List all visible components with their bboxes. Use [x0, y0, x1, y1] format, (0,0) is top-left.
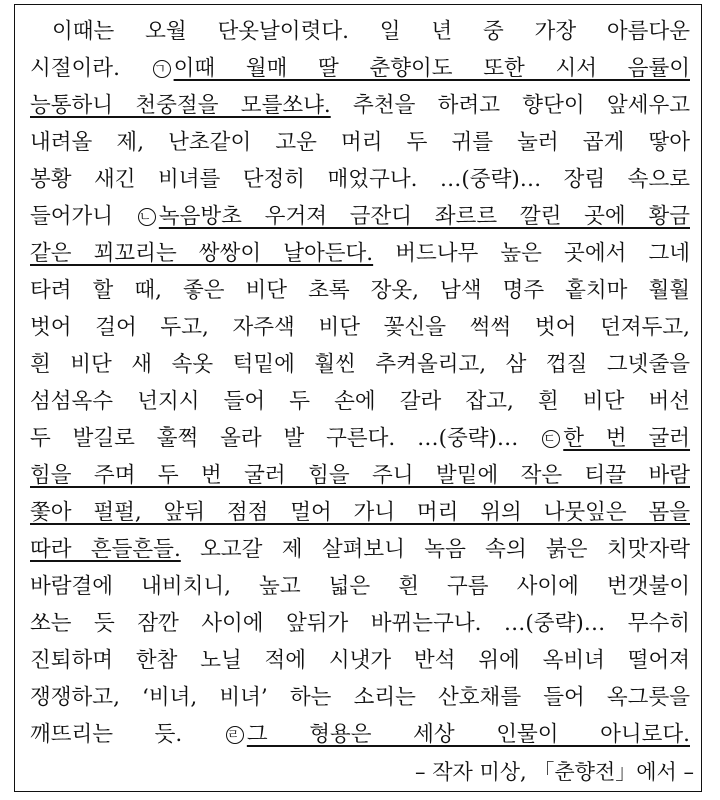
underlined-phrase: 따라 흔들흔들. — [30, 537, 181, 562]
passage-line — [30, 235, 690, 272]
underlined-phrase: 같은 꾀꼬리는 쌍쌍이 날아든다. — [30, 241, 374, 266]
passage-segment: 추천을 하려고 향단이 앞세우고 — [330, 93, 691, 118]
passage-segment: 바람결에 내비치니, 높고 넓은 흰 구름 사이에 번갯불이 — [30, 574, 690, 599]
passage-line — [30, 605, 690, 642]
passage-segment: 흰 비단 새 속옷 턱밑에 훨씬 추켜올리고, 삼 껍질 그넷줄을 — [30, 352, 690, 377]
passage-segment: 벗어 걸어 두고, 자주색 비단 꽃신을 썩썩 벗어 던져두고, — [30, 315, 690, 340]
circled-marker: ㄹ — [226, 726, 244, 744]
passage-line — [30, 420, 690, 457]
passage-line — [30, 13, 690, 50]
passage-segment: 내려올 제, 난초같이 고운 머리 두 귀를 눌러 곱게 땋아 — [30, 130, 690, 155]
passage-line — [30, 87, 690, 124]
passage-line — [30, 309, 690, 346]
passage-line — [30, 531, 690, 568]
circled-marker: ㄱ — [153, 60, 171, 78]
passage-line — [30, 642, 690, 679]
passage-line — [30, 494, 690, 531]
passage-line — [30, 161, 690, 198]
underlined-phrase: 힘을 주며 두 번 굴러 힘을 주니 발밑에 작은 티끌 바람 — [30, 463, 690, 488]
underlined-phrase: 능통하니 천중절을 모를쏘냐. — [30, 93, 331, 118]
passage-line — [30, 198, 690, 235]
passage-line — [30, 679, 690, 716]
passage-text — [30, 13, 690, 753]
passage-segment: 버드나무 높은 곳에서 그네 — [373, 241, 690, 266]
underlined-phrase: 한 번 굴러 — [563, 426, 691, 451]
passage-line — [30, 457, 690, 494]
passage-line — [30, 50, 690, 87]
passage-segment: 시절이라. — [30, 56, 151, 81]
passage-segment: 타려 할 때, 좋은 비단 초록 장옷, 남색 명주 홑치마 훨훨 — [30, 278, 690, 303]
passage-segment: 깨뜨리는 듯. — [30, 722, 224, 747]
passage-segment: 쏘는 듯 잠깐 사이에 앞뒤가 바뀌는구나. …(중략)… 무수히 — [30, 611, 690, 636]
circled-marker: ㄷ — [542, 430, 560, 448]
source-citation: – 작자 미상, 「춘향전」에서 – — [415, 760, 694, 784]
passage-segment: 봉황 새긴 비녀를 단정히 매었구나. …(중략)… 장림 속으로 — [30, 167, 690, 192]
passage-line — [30, 346, 690, 383]
passage-segment: 이때는 오월 단옷날이렷다. 일 년 중 가장 아름다운 — [52, 19, 690, 44]
passage-segment: 오고갈 제 살펴보니 녹음 속의 붉은 치맛자락 — [180, 537, 690, 562]
circled-marker: ㄴ — [138, 208, 156, 226]
underlined-phrase: 쫓아 펄펄, 앞뒤 점점 멀어 가니 머리 위의 나뭇잎은 몸을 — [30, 500, 690, 525]
passage-segment: 진퇴하며 한참 노닐 적에 시냇가 반석 위에 옥비녀 떨어져 — [30, 648, 690, 673]
underlined-phrase: 녹음방초 우거져 금잔디 좌르르 깔린 곳에 황금 — [158, 204, 690, 229]
passage-segment: 쟁쟁하고, ‘비녀, 비녀’ 하는 소리는 산호채를 들어 옥그릇을 — [30, 685, 690, 710]
passage-line — [30, 716, 690, 753]
passage-line — [30, 568, 690, 605]
passage-segment: 섬섬옥수 넌지시 들어 두 손에 갈라 잡고, 흰 비단 버선 — [30, 389, 690, 414]
passage-segment: 들어가니 — [30, 204, 136, 229]
passage-segment: 두 발길로 훌쩍 올라 발 구른다. …(중략)… — [30, 426, 541, 451]
passage-line — [30, 124, 690, 161]
passage-line — [30, 272, 690, 309]
passage-line — [30, 383, 690, 420]
underlined-phrase: 이때 월매 딸 춘향이도 또한 시서 음률이 — [173, 56, 690, 81]
underlined-phrase: 그 형용은 세상 인물이 아니로다. — [246, 722, 690, 747]
